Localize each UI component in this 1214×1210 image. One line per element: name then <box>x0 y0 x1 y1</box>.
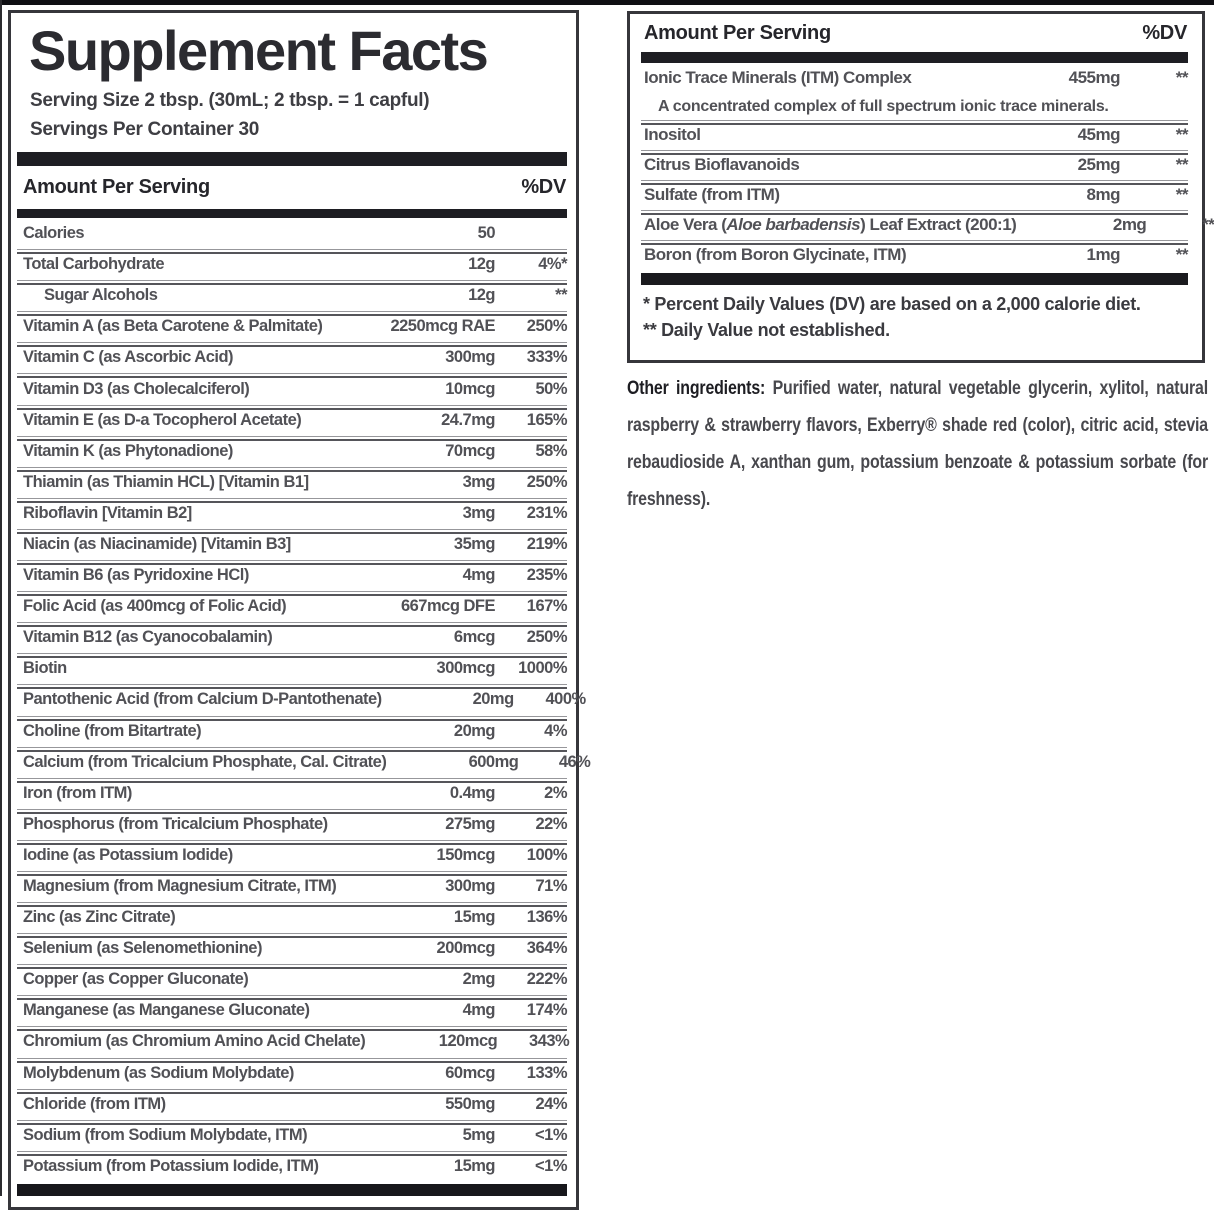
ingredient-name: Vitamin B12 (as Cyanocobalamin) <box>23 628 273 647</box>
ingredient-amount: 2250mcg RAE <box>390 317 495 336</box>
ingredient-amount: 6mcg <box>453 628 495 647</box>
ingredient-dv: 231% <box>526 503 567 522</box>
other-ingredients-label: Other ingredients: <box>627 377 773 399</box>
table-row <box>17 498 567 529</box>
column-header <box>17 166 567 209</box>
ingredient-dv: 136% <box>526 908 567 927</box>
ingredient-name: Potassium (from Potassium Iodide, ITM) <box>23 1156 319 1175</box>
ingredient-amount: 600mg <box>468 752 519 771</box>
ingredient-name: Pantothenic Acid (from Calcium D-Pantothenate) <box>23 690 382 709</box>
ingredient-amount: 300mg <box>445 348 495 367</box>
ingredient-dv: 400% <box>545 690 586 709</box>
ingredient-amount: 35mg <box>453 534 495 553</box>
ingredient-dv: 250% <box>526 317 567 336</box>
ingredient-amount: 455mg <box>1068 68 1120 87</box>
ingredient-name: Calcium (from Tricalcium Phosphate, Cal. Citrate) <box>23 752 387 771</box>
table-row <box>641 120 1188 150</box>
ingredient-amount: 2mg <box>462 970 495 989</box>
ingredient-dv: 174% <box>526 1001 567 1020</box>
left-edge-line <box>0 0 2 1196</box>
ingredient-name: Vitamin D3 (as Cholecalciferol) <box>23 379 250 398</box>
ingredient-name: Sugar Alcohols <box>44 286 158 305</box>
ingredient-name: Calories <box>23 224 85 243</box>
ingredient-name: Vitamin B6 (as Pyridoxine HCl) <box>23 566 249 585</box>
ingredient-note: A concentrated complex of full spectrum ionic trace minerals. <box>658 97 1109 115</box>
trace-minerals-panel <box>627 11 1214 363</box>
ingredient-dv: 133% <box>526 1063 567 1082</box>
ingredient-name: Sulfate (from ITM) <box>644 185 780 204</box>
ingredient-name: Vitamin A (as Beta Carotene & Palmitate) <box>23 317 323 336</box>
ingredient-amount: 275mg <box>445 814 495 833</box>
ingredient-name: Choline (from Bitartrate) <box>23 721 202 740</box>
ingredient-name: Manganese (as Manganese Gluconate) <box>23 1001 310 1020</box>
ingredient-name: Riboflavin [Vitamin B2] <box>23 503 192 522</box>
ingredient-dv: 2% <box>544 783 567 802</box>
table-row <box>17 1089 567 1120</box>
trace-minerals-table <box>641 63 1214 270</box>
ingredient-amount: 120mcg <box>438 1032 498 1051</box>
ingredient-amount: 1mg <box>1086 245 1120 264</box>
table-row <box>17 436 567 467</box>
amount-per-serving-label: Amount Per Serving <box>23 176 210 198</box>
ingredient-dv: 24% <box>535 1094 567 1113</box>
ingredient-dv: 46% <box>558 752 591 771</box>
ingredient-name: Sodium (from Sodium Molybdate, ITM) <box>23 1125 308 1144</box>
table-row <box>17 249 567 280</box>
ingredient-name: Vitamin C (as Ascorbic Acid) <box>23 348 234 367</box>
other-ingredients-line: raspberry & strawberry flavors, Exberry® shade red (color), citric acid, stevia <box>627 414 1208 436</box>
table-row <box>17 1151 567 1182</box>
table-row <box>641 180 1188 210</box>
ingredient-name: Copper (as Copper Gluconate) <box>23 970 249 989</box>
table-row <box>17 809 567 840</box>
serving-size-text: Serving Size 2 tbsp. (30mL; 2 tbsp. = 1 capful) <box>30 90 430 111</box>
table-row <box>17 1120 567 1151</box>
ingredient-amount: 5mg <box>462 1125 495 1144</box>
ingredient-dv: 50% <box>535 379 567 398</box>
ingredient-dv: 71% <box>535 877 567 896</box>
ingredient-name: Total Carbohydrate <box>23 255 165 274</box>
amount-per-serving-label: Amount Per Serving <box>644 21 831 44</box>
ingredient-dv: <1% <box>535 1156 567 1175</box>
ingredient-amount: 25mg <box>1077 155 1120 174</box>
ingredient-dv: 250% <box>526 472 567 491</box>
other-ingredients-line: freshness). <box>627 488 711 510</box>
ingredient-amount: 4mg <box>462 1001 495 1020</box>
ingredient-dv: ** <box>1175 155 1188 174</box>
ingredient-name: Folic Acid (as 400mcg of Folic Acid) <box>23 597 287 616</box>
ingredient-amount: 8mg <box>1086 185 1120 204</box>
ingredient-name: Inositol <box>644 125 701 144</box>
table-row <box>17 467 567 498</box>
ingredient-amount: 550mg <box>445 1094 495 1113</box>
table-row <box>17 933 567 964</box>
ingredient-name: Iodine (as Potassium Iodide) <box>23 845 233 864</box>
table-row <box>17 871 567 902</box>
table-row <box>17 560 567 591</box>
table-row <box>641 150 1188 180</box>
ingredient-dv: 235% <box>526 566 567 585</box>
ingredient-dv: 4%* <box>538 255 567 274</box>
ingredient-dv: 364% <box>526 939 567 958</box>
ingredient-amount: 150mcg <box>436 845 495 864</box>
ingredient-amount: 24.7mg <box>441 410 495 429</box>
top-edge-strip <box>0 0 1214 5</box>
ingredient-dv: 58% <box>535 441 567 460</box>
other-ingredients-paragraph <box>627 370 1208 518</box>
table-row <box>17 342 567 373</box>
ingredient-name: Thiamin (as Thiamin HCL) [Vitamin B1] <box>23 472 309 491</box>
table-row-group <box>641 120 1188 150</box>
table-row <box>17 529 567 560</box>
footnotes <box>641 285 1188 343</box>
table-row <box>17 747 591 778</box>
table-row-group <box>641 150 1188 180</box>
table-row-group <box>641 210 1214 240</box>
ingredient-dv: 219% <box>526 534 567 553</box>
ingredient-amount: 300mcg <box>436 659 495 678</box>
ingredient-name: Selenium (as Selenomethionine) <box>23 939 262 958</box>
ingredient-dv: <1% <box>535 1125 567 1144</box>
ingredient-name: Chromium (as Chromium Amino Acid Chelate) <box>23 1032 366 1051</box>
ingredient-dv: ** <box>1202 215 1214 234</box>
ingredient-amount: 12g <box>468 286 495 305</box>
ingredient-amount: 300mg <box>445 877 495 896</box>
table-row <box>17 311 567 342</box>
other-ingredients-line: rebaudioside A, xanthan gum, potassium benzoate & potassium sorbate (for <box>627 451 1208 473</box>
table-row <box>641 240 1188 270</box>
ingredient-dv: 165% <box>526 410 567 429</box>
ingredient-amount: 10mcg <box>445 379 495 398</box>
ingredient-amount: 45mg <box>1077 125 1120 144</box>
ingredient-dv: 1000% <box>518 659 567 678</box>
table-row-group <box>641 63 1188 120</box>
ingredient-dv: 343% <box>529 1032 570 1051</box>
ingredient-name: Boron (from Boron Glycinate, ITM) <box>644 245 907 264</box>
ingredient-dv: 222% <box>526 970 567 989</box>
ingredient-dv: 333% <box>526 348 567 367</box>
table-row-group <box>641 180 1188 210</box>
table-row <box>641 63 1188 93</box>
ingredient-name: Ionic Trace Minerals (ITM) Complex <box>644 68 912 87</box>
table-row <box>17 778 567 809</box>
other-ingredients-line: Other ingredients: Purified water, natural vegetable glycerin, xylitol, natural <box>627 377 1208 399</box>
ingredient-dv: ** <box>1175 245 1188 264</box>
divider-bar <box>17 152 567 166</box>
ingredient-name: Vitamin K (as Phytonadione) <box>23 441 233 460</box>
table-row <box>17 716 567 747</box>
ingredient-amount: 20mg <box>472 690 514 709</box>
ingredient-dv: ** <box>1175 185 1188 204</box>
ingredient-dv: ** <box>1175 68 1188 87</box>
ingredient-dv: 167% <box>526 597 567 616</box>
ingredient-amount: 12g <box>468 255 495 274</box>
ingredient-amount: 20mg <box>453 721 495 740</box>
table-row <box>17 622 567 653</box>
ingredient-amount: 60mcg <box>445 1063 495 1082</box>
ingredient-amount: 200mcg <box>436 939 495 958</box>
divider-bar <box>17 1184 567 1196</box>
ingredient-dv: 22% <box>535 814 567 833</box>
ingredient-name: Magnesium (from Magnesium Citrate, ITM) <box>23 877 337 896</box>
ingredient-name: Aloe Vera (Aloe barbadensis) Leaf Extract (200:1) <box>644 215 1017 234</box>
ingredient-name: Zinc (as Zinc Citrate) <box>23 908 176 927</box>
ingredient-dv: 4% <box>544 721 567 740</box>
ingredient-dv: 250% <box>526 628 567 647</box>
column-header <box>641 14 1188 52</box>
panel-title: Supplement Facts <box>29 19 488 82</box>
ingredient-amount: 3mg <box>462 503 495 522</box>
ingredient-name: Vitamin E (as D-a Tocopherol Acetate) <box>23 410 302 429</box>
table-row <box>17 902 567 933</box>
table-row <box>17 684 586 715</box>
servings-per-container-text: Servings Per Container 30 <box>30 119 260 140</box>
ingredient-amount: 50 <box>477 224 495 243</box>
table-row <box>17 1026 570 1057</box>
table-row <box>17 1058 567 1089</box>
ingredient-amount: 3mg <box>462 472 495 491</box>
ingredient-amount: 15mg <box>453 1156 495 1175</box>
table-row <box>17 373 567 404</box>
ingredient-name: Niacin (as Niacinamide) [Vitamin B3] <box>23 534 291 553</box>
ingredient-dv: 100% <box>526 845 567 864</box>
ingredient-amount: 4mg <box>462 566 495 585</box>
nutrient-table <box>17 218 591 1182</box>
table-row <box>17 591 567 622</box>
divider-bar <box>641 273 1188 285</box>
ingredient-name: Iron (from ITM) <box>23 783 132 802</box>
table-row <box>17 995 567 1026</box>
ingredient-name: Biotin <box>23 659 67 678</box>
ingredient-dv: ** <box>1175 125 1188 144</box>
footnote-not-established: ** Daily Value not established. <box>643 320 890 340</box>
table-row <box>17 653 567 684</box>
ingredient-name: Molybdenum (as Sodium Molybdate) <box>23 1063 294 1082</box>
table-row <box>17 964 567 995</box>
divider-bar <box>641 52 1188 63</box>
ingredient-dv: ** <box>555 286 567 305</box>
table-row-group <box>641 240 1188 270</box>
table-row <box>17 405 567 436</box>
dv-column-label: %DV <box>1142 21 1187 44</box>
ingredient-name: Phosphorus (from Tricalcium Phosphate) <box>23 814 328 833</box>
ingredient-amount: 667mcg DFE <box>400 597 495 616</box>
table-row <box>17 840 567 871</box>
ingredient-name: Chloride (from ITM) <box>23 1094 166 1113</box>
table-row <box>17 218 567 249</box>
dv-column-label: %DV <box>521 176 566 198</box>
ingredient-amount: 15mg <box>453 908 495 927</box>
divider-bar <box>17 209 567 218</box>
table-row <box>641 210 1214 240</box>
ingredient-amount: 0.4mg <box>449 783 495 802</box>
ingredient-amount: 2mg <box>1112 215 1147 234</box>
ingredient-amount: 70mcg <box>445 441 495 460</box>
supplement-facts-panel <box>8 10 591 1210</box>
ingredient-name: Citrus Bioflavanoids <box>644 155 800 174</box>
footnote-daily-values: * Percent Daily Values (DV) are based on a 2,000 calorie diet. <box>643 294 1141 314</box>
table-row <box>17 280 567 311</box>
